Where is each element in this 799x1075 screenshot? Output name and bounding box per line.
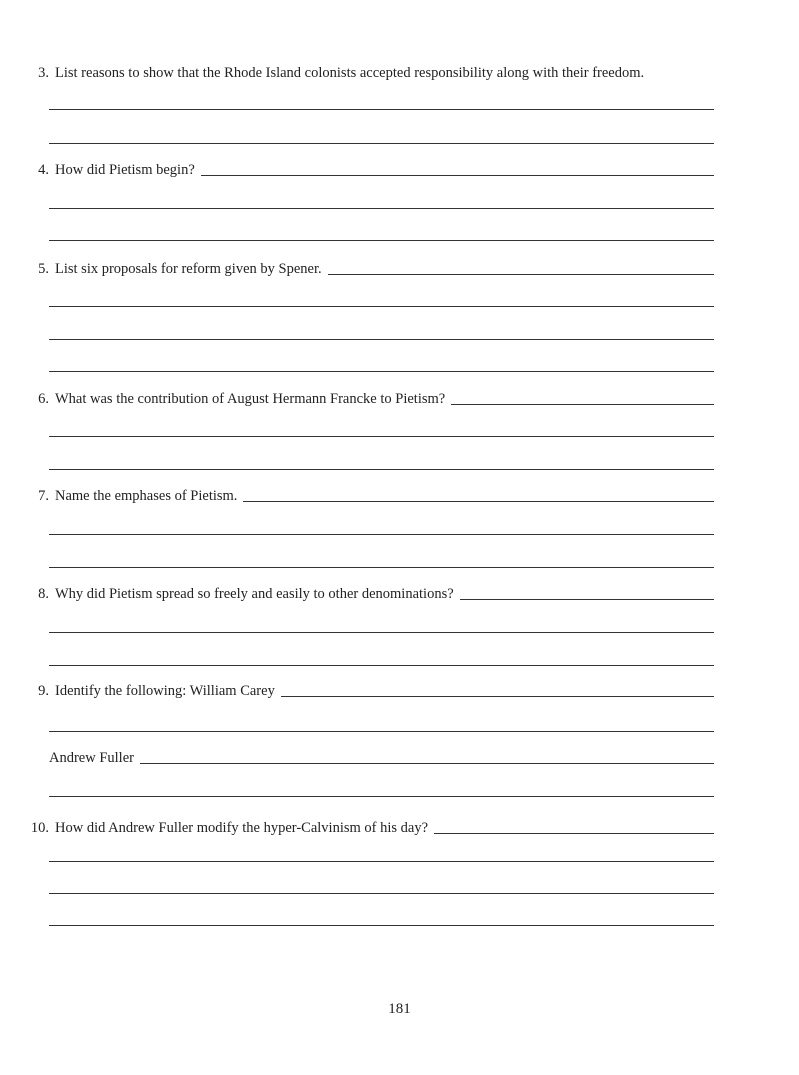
answer-line[interactable] xyxy=(140,763,714,764)
question-3: 3. List reasons to show that the Rhode Island colonists accepted responsibility along with their freedom. xyxy=(38,65,645,81)
answer-line[interactable] xyxy=(281,696,714,697)
answer-line[interactable] xyxy=(49,109,714,110)
answer-line[interactable] xyxy=(328,274,714,275)
question-8: 8. Why did Pietism spread so freely and easily to other denominations? xyxy=(20,585,714,603)
answer-line[interactable] xyxy=(434,833,714,834)
answer-line[interactable] xyxy=(49,893,714,894)
answer-line[interactable] xyxy=(49,339,714,340)
question-10: 10. How did Andrew Fuller modify the hyper-Calvinism of his day? xyxy=(20,819,714,837)
answer-line[interactable] xyxy=(49,665,714,666)
question-4: 4. How did Pietism begin? xyxy=(20,161,714,179)
question-7: 7. Name the emphases of Pietism. xyxy=(20,487,714,505)
answer-line[interactable] xyxy=(49,632,714,633)
answer-line[interactable] xyxy=(49,208,714,209)
page-number: 181 xyxy=(388,1001,411,1017)
question-5: 5. List six proposals for reform given by Spener. xyxy=(20,260,714,278)
answer-line[interactable] xyxy=(49,143,714,144)
answer-line[interactable] xyxy=(49,240,714,241)
answer-line[interactable] xyxy=(49,469,714,470)
answer-line[interactable] xyxy=(49,306,714,307)
answer-line[interactable] xyxy=(49,796,714,797)
answer-line[interactable] xyxy=(451,404,714,405)
answer-line[interactable] xyxy=(49,731,714,732)
answer-line[interactable] xyxy=(49,861,714,862)
answer-line[interactable] xyxy=(243,501,714,502)
answer-line[interactable] xyxy=(49,436,714,437)
answer-line[interactable] xyxy=(49,534,714,535)
question-9: 9. Identify the following: William Carey xyxy=(20,682,714,700)
answer-line[interactable] xyxy=(201,175,714,176)
answer-line[interactable] xyxy=(49,567,714,568)
question-9-sub: Andrew Fuller xyxy=(49,749,714,767)
answer-line[interactable] xyxy=(49,371,714,372)
question-6: 6. What was the contribution of August Hermann Francke to Pietism? xyxy=(20,390,714,408)
answer-line[interactable] xyxy=(460,599,714,600)
answer-line[interactable] xyxy=(49,925,714,926)
